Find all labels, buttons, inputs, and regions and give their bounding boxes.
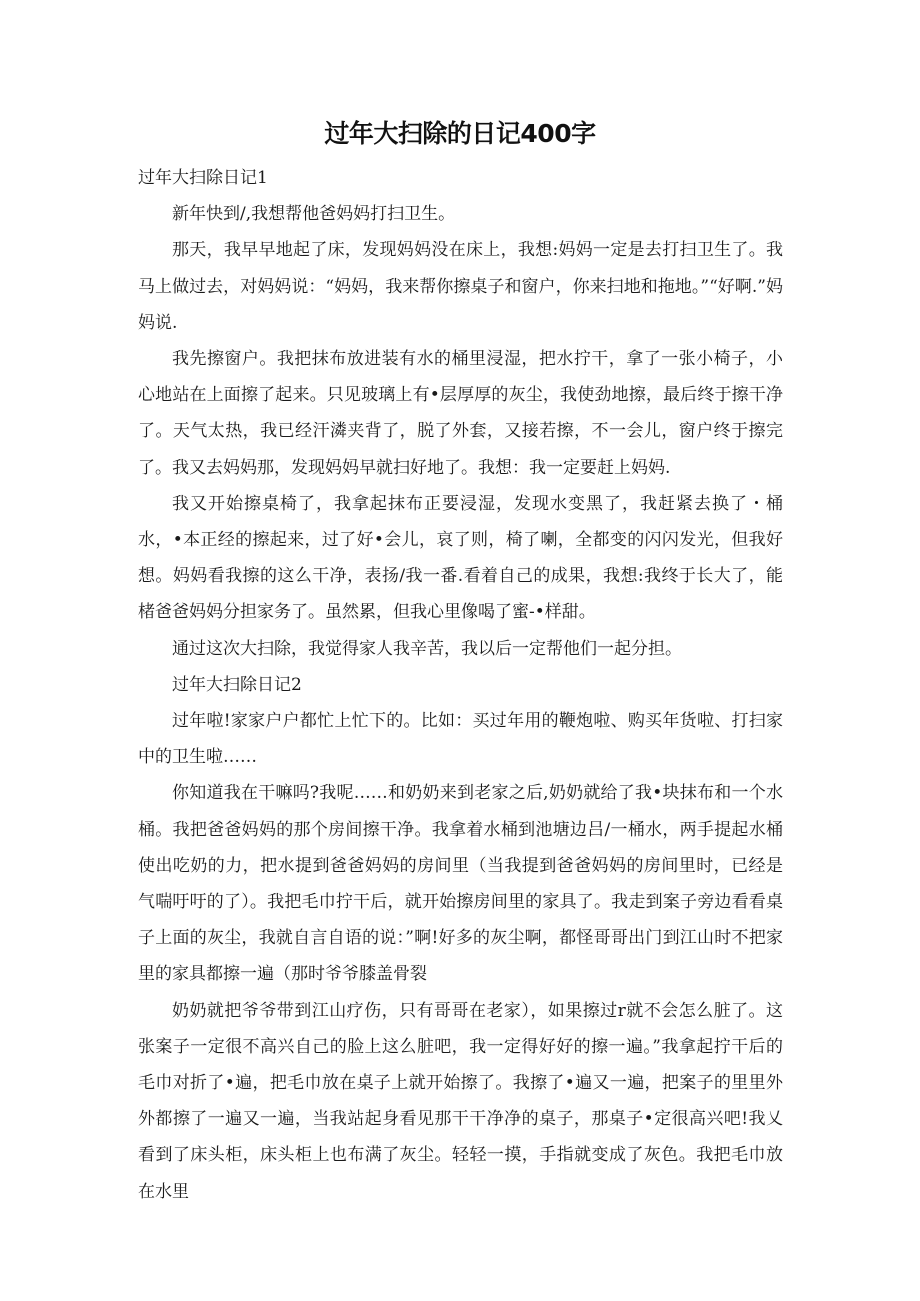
paragraph: 过年啦!家家户户都忙上忙下的。比如：买过年用的鞭炮啦、购买年货啦、打扫家中的卫生啦…… — [138, 711, 783, 768]
paragraph: 你知道我在干嘛吗?我呢……和奶奶来到老家之后,奶奶就给了我•块抹布和一个水桶。我把爸爸妈妈的那个房间擦干净。我拿着水桶到池塘边吕/一桶水，两手提起水桶使出吃奶的力，把水提到爸爸妈妈的房间里（当我提到爸爸妈妈的房间里时，已经是气喘吁吁的了）。我把毛巾拧干后，就开始擦房间里的家具了。我走到案子旁边看看桌子上面的灰尘，我就自言自语的说：”啊!好多的灰尘啊，都怪哥哥出门到江山时不把家里的家具都擦一遍（那时爷爷膝盖骨裂 — [138, 783, 783, 985]
paragraph: 奶奶就把爷爷带到江山疗伤，只有哥哥在老家），如果擦过r就不会怎么脏了。这张案子一定很不高兴自己的脸上这么脏吧，我一定得好好的擦一遍。”我拿起拧干后的毛巾对折了•遍，把毛巾放在桌子上就开始擦了。我擦了•遍又一遍，把案子的里里外外都擦了一遍又一遍，当我站起身看见那干干净净的桌子，那桌子•定很高兴吧!我乂看到了床头柜，床头柜上也布满了灰尘。轻轻一摸，手指就变成了灰色。我把毛巾放在水里 — [138, 1000, 783, 1202]
document-title: 过年大扫除的日记400字 — [324, 119, 596, 148]
paragraph: 我又开始擦桌椅了，我拿起抹布正要浸湿，发现水变黑了，我赶紧去换了・桶水，•本正经的擦起来，过了好•会儿，哀了则，椅了喇，全都变的闪闪发光，但我好想。妈妈看我擦的这么干净，表扬/我一番.看着自己的成果，我想:我终于长大了，能楮爸爸妈妈分担家务了。虽然累，但我心里像喝了蜜-•样甜。 — [138, 493, 783, 623]
paragraph: 我先擦窗户。我把抹布放进装有水的桶里浸湿，把水拧干，拿了一张小椅子，小心地站在上面擦了起来。只见玻璃上有•层厚厚的灰尘，我使劲地擦，最后终于擦干净了。天气太热，我已经汗潾夹背了，脱了外套，又接若擦，不一会儿，窗户终于擦完了。我又去妈妈那，发现妈妈早就扫好地了。我想：我一定要赶上妈妈. — [138, 349, 783, 478]
paragraph: 新年快到/,我想帮他爸妈妈打扫卫生。 — [172, 204, 456, 225]
section-heading: 过年大扫除日记2 — [172, 674, 302, 695]
document-body — [138, 160, 783, 1210]
paragraph: 那天，我早早地起了床，发现妈妈没在床上，我想:妈妈一定是去打扫卫生了。我马上做过去，对妈妈说：“妈妈，我来帮你擦桌子和窗户，你来扫地和拖地。”“好啊.”妈妈说. — [138, 240, 783, 333]
section-heading: 过年大扫除日记1 — [138, 168, 268, 188]
paragraph: 通过这次大扫除，我觉得家人我辛苦，我以后一定帮他们一起分担。 — [172, 638, 682, 659]
